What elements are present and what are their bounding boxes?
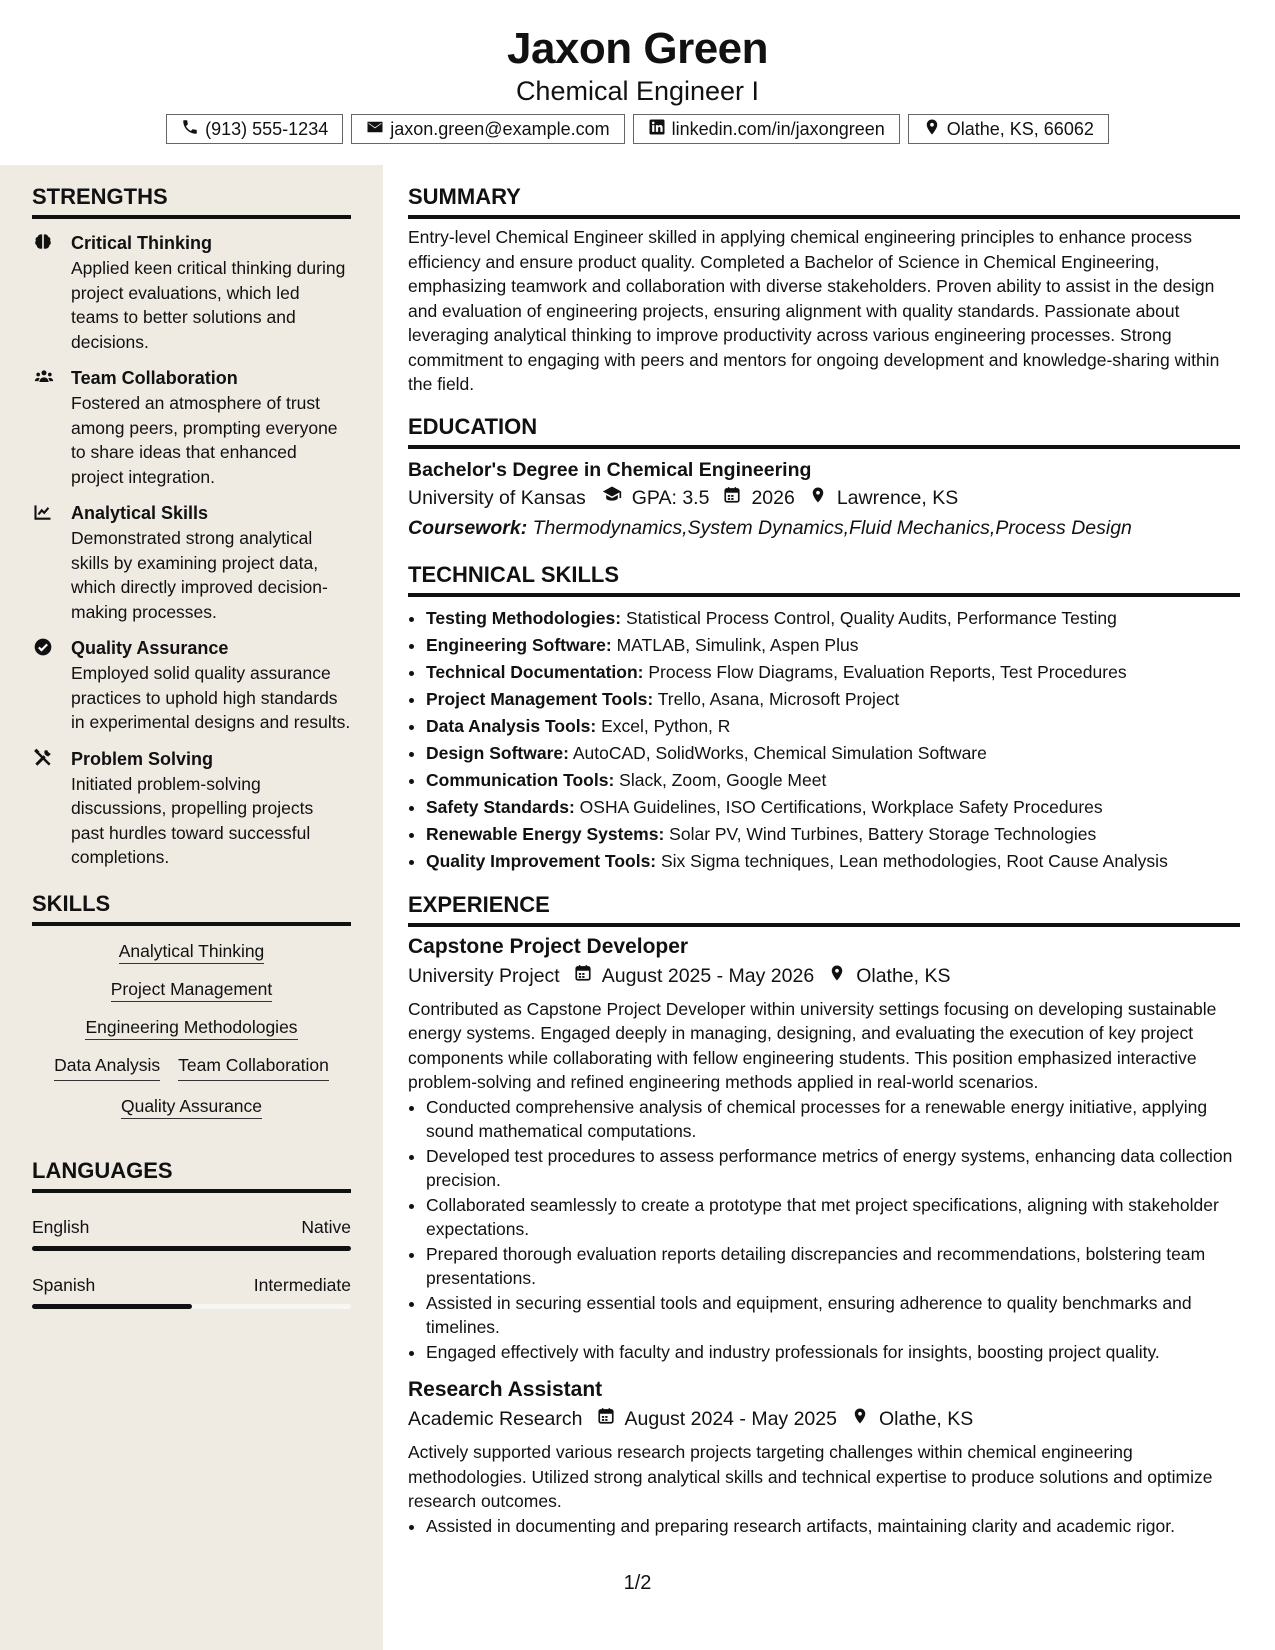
- list-item: • Developed test procedures to assess performance metrics of energy systems, enhancing data collection precision.: [426, 1144, 1240, 1193]
- strength-item: [32, 365, 351, 489]
- job-org: University Project: [408, 964, 560, 987]
- job-dates: August 2024 - May 2025: [624, 1408, 837, 1430]
- resume-header: [0, 0, 1275, 165]
- phone-icon: [181, 118, 199, 141]
- job-org: Academic Research: [408, 1408, 583, 1430]
- strength-desc: Initiated problem-solving discussions, propelling projects past hurdles toward successful completions.: [71, 773, 314, 867]
- job-bullets: [408, 1095, 1240, 1365]
- education-meta: [408, 483, 1240, 513]
- list-item: • Renewable Energy Systems: Solar PV, Wind Turbines, Battery Storage Technologies: [426, 821, 1240, 848]
- summary-heading: SUMMARY: [408, 183, 1240, 219]
- job-title: Research Assistant: [408, 1378, 603, 1401]
- language-level: Intermediate: [253, 1274, 351, 1295]
- linkedin-icon: [648, 118, 666, 141]
- sidebar: [0, 165, 383, 1650]
- job-description: Contributed as Capstone Project Developer within university settings focusing on developing sustainable energy systems. Engaged deeply in managing, designing, and evaluating the execution of key project components while collaborating with fellow engineering students. This position emphasized interactive problem-solving and refined engineering methods applied in real-world scenarios.: [408, 998, 1217, 1092]
- skill-row: [32, 938, 351, 964]
- list-item: • Assisted in documenting and preparing research artifacts, maintaining clarity and academic rigor.: [426, 1514, 1240, 1539]
- list-item: • Engineering Software: MATLAB, Simulink, Aspen Plus: [426, 632, 1240, 659]
- job-description: Actively supported various research projects targeting challenges within chemical engineering methodologies. Utilized strong analytical skills and technical expertise to produce solutions and optimize research outcomes.: [408, 1442, 1213, 1511]
- skill-row: [32, 976, 351, 1002]
- school-name: University of Kansas: [408, 486, 586, 509]
- skill-tag: Engineering Methodologies: [85, 1017, 297, 1040]
- list-item: • Engaged effectively with faculty and industry professionals for insights, boosting project quality.: [426, 1340, 1240, 1365]
- calendar-icon: [583, 1404, 625, 1434]
- calendar-icon: [560, 961, 602, 991]
- coursework-label: Coursework:: [408, 516, 528, 539]
- skills-heading: SKILLS: [32, 890, 351, 926]
- experience-heading: EXPERIENCE: [408, 891, 1240, 927]
- list-item: • Project Management Tools: Trello, Asana, Microsoft Project: [426, 686, 1240, 713]
- calendar-icon: [709, 483, 751, 513]
- email-chip[interactable]: [351, 114, 624, 144]
- skill-tag: Team Collaboration: [178, 1052, 329, 1081]
- skill-row: [32, 1093, 351, 1119]
- language-item: [32, 1273, 351, 1309]
- language-item: [32, 1215, 351, 1251]
- strength-name: Problem Solving: [71, 748, 214, 769]
- strength-item: [32, 500, 351, 624]
- technical-skills-heading: TECHNICAL SKILLS: [408, 561, 1240, 597]
- page-number: 1/2: [623, 1572, 652, 1594]
- strength-name: Analytical Skills: [71, 503, 209, 523]
- list-item: • Design Software: AutoCAD, SolidWorks, Chemical Simulation Software: [426, 740, 1240, 767]
- users-icon: [32, 367, 54, 387]
- skill-row: [32, 1014, 351, 1040]
- strength-desc: Fostered an atmosphere of trust among peers, prompting everyone to share ideas that enhanced project integration.: [71, 393, 338, 487]
- email-text: jaxon.green@example.com: [390, 118, 610, 139]
- list-item: • Technical Documentation: Process Flow Diagrams, Evaluation Reports, Test Procedures: [426, 659, 1240, 686]
- candidate-name: Jaxon Green: [506, 24, 769, 73]
- main-content: [408, 165, 1240, 1538]
- phone-text: (913) 555-1234: [205, 118, 329, 139]
- list-item: • Prepared thorough evaluation reports detailing discrepancies and recommendations, bolstering team presentations.: [426, 1242, 1240, 1291]
- list-item: • Safety Standards: OSHA Guidelines, ISO Certifications, Workplace Safety Procedures: [426, 794, 1240, 821]
- strength-name: Quality Assurance: [71, 638, 229, 658]
- map-pin-icon: [923, 118, 941, 141]
- language-bar-fill: [32, 1304, 192, 1309]
- graduation-cap-icon: [586, 483, 632, 513]
- job-meta: [408, 961, 1240, 991]
- strength-desc: Employed solid quality assurance practices to uphold high standards in experimental designs and results.: [71, 663, 351, 732]
- gpa-text: GPA: 3.5: [631, 486, 710, 509]
- list-item: • Data Analysis Tools: Excel, Python, R: [426, 713, 1240, 740]
- school-location: Lawrence, KS: [836, 486, 959, 509]
- strength-desc: Demonstrated strong analytical skills by examining project data, which directly improved decision-making processes.: [71, 528, 328, 622]
- coursework-line: [408, 513, 1240, 543]
- language-name: English: [32, 1216, 90, 1237]
- list-item: • Testing Methodologies: Statistical Process Control, Quality Audits, Performance Testing: [426, 605, 1240, 632]
- map-pin-icon: [837, 1404, 879, 1434]
- job-location: Olathe, KS: [878, 1408, 974, 1430]
- skill-tag: Quality Assurance: [121, 1096, 262, 1119]
- technical-skills-list: [408, 605, 1240, 875]
- chart-line-icon: [32, 502, 54, 522]
- linkedin-chip[interactable]: [633, 114, 900, 144]
- language-name: Spanish: [32, 1274, 96, 1295]
- language-bar-fill: [32, 1246, 351, 1251]
- linkedin-text: linkedin.com/in/jaxongreen: [671, 118, 885, 139]
- strengths-heading: STRENGTHS: [32, 183, 351, 219]
- languages-heading: LANGUAGES: [32, 1157, 351, 1193]
- job-meta: [408, 1404, 1240, 1434]
- skill-tag: Data Analysis: [54, 1052, 160, 1081]
- summary-text: Entry-level Chemical Engineer skilled in applying chemical engineering principles to enhance process efficiency and ensure product quality. Completed a Bachelor of Science in Chemical Engineering, emphasizing teamwork and collaboration with diverse stakeholders. Proven ability to assist in the design and evaluation of engineering projects, ensuring alignment with quality standards. Passionate about leveraging analytical thinking to improve productivity across various engineering processes. Strong commitment to engaging with peers and mentors for ongoing development and knowledge-sharing within the field.: [408, 227, 1220, 394]
- map-pin-icon: [814, 961, 856, 991]
- job-bullets: [408, 1514, 1240, 1539]
- contact-bar: [0, 114, 1275, 144]
- strength-item: [32, 635, 351, 735]
- list-item: • Assisted in securing essential tools and equipment, ensuring adherence to quality benchmarks and timelines.: [426, 1291, 1240, 1340]
- list-item: • Quality Improvement Tools: Six Sigma techniques, Lean methodologies, Root Cause Analysis: [426, 848, 1240, 875]
- strength-name: Critical Thinking: [71, 233, 213, 253]
- degree-title: Bachelor's Degree in Chemical Engineering: [408, 458, 812, 481]
- graduation-year: 2026: [751, 486, 795, 509]
- coursework-list: Thermodynamics,System Dynamics,Fluid Mechanics,Process Design: [532, 516, 1132, 539]
- job-title: Capstone Project Developer: [408, 934, 689, 958]
- map-pin-icon: [795, 483, 837, 513]
- strength-name: Team Collaboration: [71, 368, 238, 388]
- strength-desc: Applied keen critical thinking during project evaluations, which led teams to better solutions and decisions.: [71, 258, 346, 352]
- language-bar: [32, 1246, 351, 1251]
- check-circle-icon: [32, 637, 54, 657]
- job-dates: August 2025 - May 2026: [601, 964, 815, 987]
- tools-icon: [32, 748, 54, 768]
- phone-chip[interactable]: [166, 114, 343, 144]
- envelope-icon: [366, 118, 384, 141]
- job-entry: [408, 1376, 1240, 1538]
- candidate-title: Chemical Engineer I: [515, 76, 760, 106]
- location-chip[interactable]: [908, 114, 1109, 144]
- location-text: Olathe, KS, 66062: [946, 118, 1094, 139]
- job-entry: [408, 933, 1240, 1365]
- brain-icon: [32, 232, 54, 252]
- skills-list: [32, 926, 351, 1119]
- list-item: • Conducted comprehensive analysis of chemical processes for a renewable energy initiative, applying sound mathematical computations.: [426, 1095, 1240, 1144]
- job-location: Olathe, KS: [856, 964, 951, 987]
- language-level: Native: [301, 1216, 351, 1237]
- strength-item: [32, 746, 351, 870]
- skill-tag: Project Management: [111, 979, 272, 1002]
- education-heading: EDUCATION: [408, 413, 1240, 449]
- language-bar: [32, 1304, 351, 1309]
- strength-item: [32, 230, 351, 354]
- skill-tag: Analytical Thinking: [119, 941, 265, 964]
- list-item: • Collaborated seamlessly to create a prototype that met project specifications, aligning with stakeholder expectations.: [426, 1193, 1240, 1242]
- list-item: • Communication Tools: Slack, Zoom, Google Meet: [426, 767, 1240, 794]
